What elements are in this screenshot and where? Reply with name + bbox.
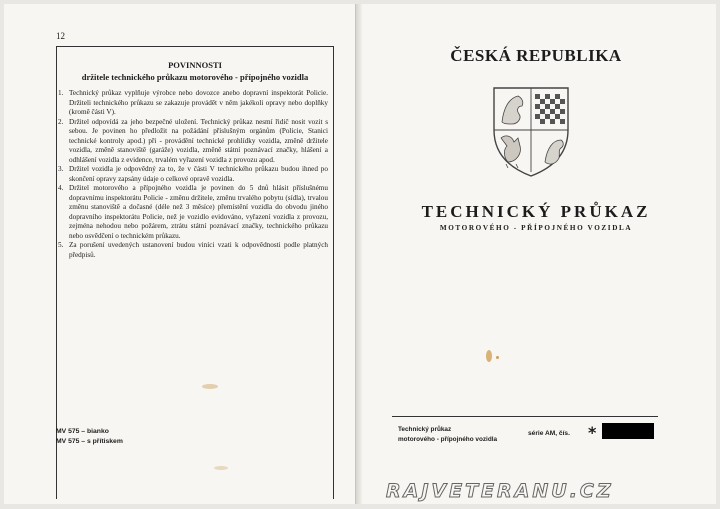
paper-stain — [486, 350, 492, 362]
page-number: 12 — [56, 31, 65, 41]
paper-stain — [202, 384, 218, 389]
redacted-serial-number — [602, 423, 654, 439]
form-code-pritisk: MV 575 – s přítiskem — [56, 438, 123, 445]
duty-number: 5. — [58, 241, 64, 249]
right-page — [356, 4, 716, 504]
duty-item — [58, 118, 328, 166]
duty-text: Držitel vozidla je odpovědný za to, že v části V technického průkazu budou ihned po skončení opravy zapsány údaje o celkové opravě vozidla. — [69, 165, 328, 183]
duty-text: Držitel motorového a přípojného vozidla je povinen do 5 dnů hlásit příslušnému dopravnímu inspektorátu Policie - změnu držitele, změnu trvalého pobytu (sídla), trvalou změnu stanoviště a dočasné (déle než 3 měsíce) přemístění vozidla do obvodu jiného dopravního inspektorátu Policie, než je vozidlo evidováno, vyřazení vozidla z provozu, zejména nehodou nebo požárem, ztrátu státní poznávací značky, technického průkazu nebo osvědčení o technickém průkazu. — [69, 184, 328, 240]
czech-coat-of-arms-icon — [488, 84, 574, 180]
document-spread — [4, 4, 716, 504]
page-fold — [356, 4, 362, 504]
footer-document-name — [398, 425, 497, 445]
duty-item — [58, 184, 328, 241]
duty-item — [58, 241, 328, 260]
duty-text: Za porušení uvedených ustanovení budou viníci vzati k odpovědnosti podle platných předpisů. — [69, 241, 328, 259]
duty-number: 3. — [58, 165, 64, 173]
paper-stain — [496, 356, 499, 359]
duties-heading-subtitle: držitele technického průkazu motorového - přípojného vozidla — [81, 72, 309, 82]
duty-text: Technický průkaz vyplňuje výrobce nebo dovozce anebo dopravní inspektorát Policie. Držiteli technického průkazu se zakazuje provádět v něm jakékoli opravy nebo doplňky (kromě části V). — [69, 89, 328, 116]
duty-number: 1. — [58, 89, 64, 97]
duties-heading-title: POVINNOSTI — [168, 60, 222, 70]
left-page — [4, 4, 356, 504]
duty-item — [58, 165, 328, 184]
document-title: TECHNICKÝ PRŮKAZ — [421, 202, 651, 221]
series-label: série AM, čís. — [528, 430, 570, 437]
watermark: RAJVETERANU.CZ — [386, 480, 614, 502]
duty-item — [58, 89, 328, 118]
footer-line-1: Technický průkaz — [398, 426, 452, 433]
duty-number: 2. — [58, 117, 64, 126]
paper-stain — [214, 466, 228, 470]
form-codes — [56, 427, 123, 447]
country-name: ČESKÁ REPUBLIKA — [450, 46, 622, 65]
duties-heading — [56, 59, 334, 83]
duty-number: 4. — [58, 184, 64, 192]
form-code-bianko: MV 575 – bianko — [56, 428, 109, 435]
duty-text: Držitel odpovídá za jeho bezpečné uložení. Technický průkaz nesmí řidič nosit vozit s sebou. Je povinen ho předložit na požádání příslušným orgánům (Policie, Stanici technické kontroly apod.) při - provádění technické prohlídky vozidla, změně držitele vozidla, změně stanoviště (garáže) vozidla, změně státní poznávací značky, hlášení a odhlášení vozidla z evidence, trvalém vyřazení vozidla z provozu apod. — [69, 117, 328, 164]
footer-rule — [392, 416, 658, 417]
footer-line-2: motorového - přípojného vozidla — [398, 436, 498, 443]
duties-list — [58, 89, 328, 260]
asterisk-mark: * — [588, 423, 597, 442]
document-subtitle: MOTOROVÉHO - PŘÍPOJNÉHO VOZIDLA — [439, 224, 633, 232]
